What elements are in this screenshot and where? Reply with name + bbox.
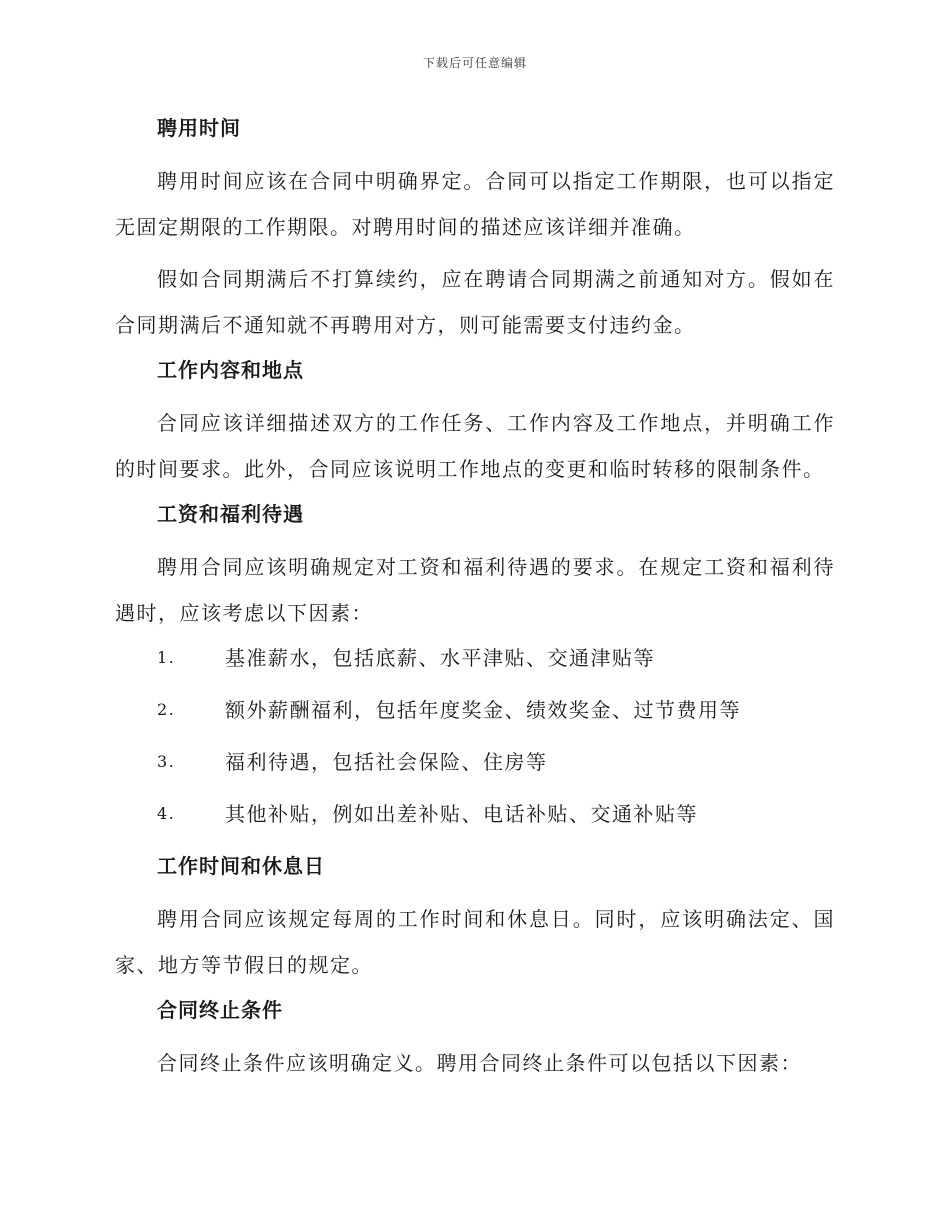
document-body <box>115 112 835 1092</box>
section-heading: 聘用时间 <box>157 116 241 140</box>
paragraph: 聘用时间应该在合同中明确界定。合同可以指定工作期限，也可以指定无固定期限的工作期限。对聘用时间的描述应该详细并准确。 <box>115 169 835 239</box>
section-heading: 合同终止条件 <box>157 998 283 1022</box>
paragraph: 假如合同期满后不打算续约，应在聘请合同期满之前通知对方。假如在合同期满后不通知就不再聘用对方，则可能需要支付违约金。 <box>115 267 835 337</box>
section-heading: 工作时间和休息日 <box>157 854 325 878</box>
list-number: 3. <box>157 752 176 771</box>
paragraph: 聘用合同应该明确规定对工资和福利待遇的要求。在规定工资和福利待遇时，应该考虑以下因素： <box>115 555 835 625</box>
list-number: 2. <box>157 700 176 719</box>
section-salary-benefits <box>115 498 835 850</box>
paragraph: 合同应该详细描述双方的工作任务、工作内容及工作地点，并明确工作的时间要求。此外，合同应该说明工作地点的变更和临时转移的限制条件。 <box>115 411 835 481</box>
section-heading: 工作内容和地点 <box>157 358 304 382</box>
section-heading: 工资和福利待遇 <box>157 502 304 526</box>
list-text: 基准薪水，包括底薪、水平津贴、交通津贴等 <box>225 646 655 670</box>
list-item <box>115 642 835 694</box>
section-work-content-location <box>115 354 835 492</box>
list-text: 其他补贴，例如出差补贴、电话补贴、交通补贴等 <box>225 802 698 826</box>
paragraph: 聘用合同应该规定每周的工作时间和休息日。同时，应该明确法定、国家、地方等节假日的规定。 <box>115 907 835 977</box>
paragraph: 合同终止条件应该明确定义。聘用合同终止条件可以包括以下因素： <box>157 1051 802 1075</box>
list-number: 1. <box>157 648 176 667</box>
list-item <box>115 694 835 746</box>
numbered-list <box>115 642 835 850</box>
list-item <box>115 798 835 850</box>
section-working-hours <box>115 850 835 988</box>
list-text: 额外薪酬福利，包括年度奖金、绩效奖金、过节费用等 <box>225 698 741 722</box>
header-note: 下载后可任意编辑 <box>422 56 527 70</box>
list-number: 4. <box>157 804 176 823</box>
section-termination <box>115 994 835 1086</box>
list-text: 福利待遇，包括社会保险、住房等 <box>225 750 548 774</box>
list-item <box>115 746 835 798</box>
section-employment-period <box>115 112 835 348</box>
